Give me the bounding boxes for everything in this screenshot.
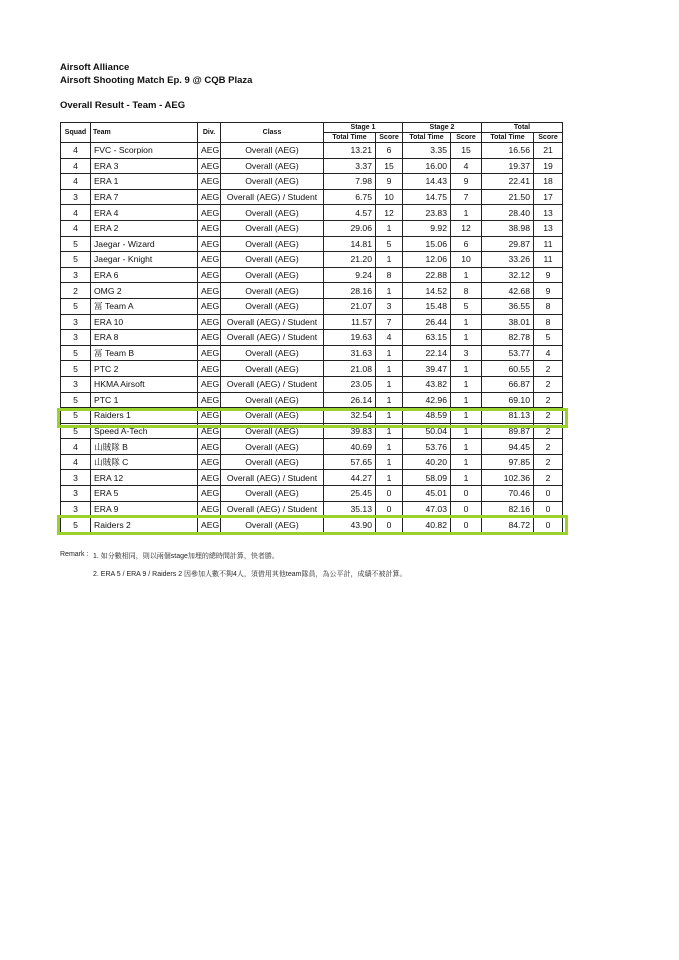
cell-s1-score: 12 [376,205,403,221]
cell-class: Overall (AEG) [221,220,324,236]
col-team: Team [91,123,198,143]
cell-class: Overall (AEG) [221,454,324,470]
cell-total-score: 5 [534,330,563,346]
cell-total-time: 66.87 [482,376,534,392]
cell-team: 冨 Team A [91,298,198,314]
cell-s2-score: 1 [451,408,482,424]
cell-total-score: 13 [534,205,563,221]
cell-s2-time: 22.88 [403,267,451,283]
cell-total-time: 28.40 [482,205,534,221]
cell-total-time: 69.10 [482,392,534,408]
cell-class: Overall (AEG) [221,361,324,377]
cell-total-time: 84.72 [482,517,534,533]
cell-total-time: 29.87 [482,236,534,252]
cell-s1-time: 14.81 [324,236,376,252]
cell-s1-time: 3.37 [324,158,376,174]
table-row [61,439,563,455]
cell-total-time: 97.85 [482,454,534,470]
cell-total-time: 38.01 [482,314,534,330]
cell-s1-time: 7.98 [324,174,376,190]
table-row [61,314,563,330]
table-row [61,376,563,392]
cell-s2-score: 3 [451,345,482,361]
cell-div: AEG [198,220,221,236]
cell-total-time: 60.55 [482,361,534,377]
cell-s1-score: 0 [376,517,403,533]
cell-s2-score: 0 [451,517,482,533]
table-row [61,205,563,221]
cell-total-score: 2 [534,423,563,439]
col-div: Div. [198,123,221,143]
cell-s2-time: 16.00 [403,158,451,174]
section-title: Overall Result - Team - AEG [60,100,186,111]
cell-total-score: 11 [534,236,563,252]
cell-div: AEG [198,143,221,159]
cell-s1-score: 4 [376,330,403,346]
results-table [60,122,563,533]
cell-total-score: 4 [534,345,563,361]
cell-squad: 3 [61,330,91,346]
cell-s1-time: 32.54 [324,408,376,424]
cell-total-time: 82.16 [482,501,534,517]
cell-s1-time: 4.57 [324,205,376,221]
cell-s2-score: 6 [451,236,482,252]
cell-div: AEG [198,267,221,283]
cell-s1-time: 39.83 [324,423,376,439]
cell-div: AEG [198,423,221,439]
cell-class: Overall (AEG) [221,517,324,533]
cell-s2-score: 1 [451,361,482,377]
cell-squad: 3 [61,470,91,486]
cell-class: Overall (AEG) [221,174,324,190]
cell-squad: 3 [61,501,91,517]
cell-team: ERA 5 [91,486,198,502]
cell-squad: 5 [61,408,91,424]
cell-div: AEG [198,314,221,330]
table-row [61,267,563,283]
cell-team: 山賊隊 B [91,439,198,455]
cell-class: Overall (AEG) / Student [221,314,324,330]
table-row [61,252,563,268]
cell-s2-score: 1 [451,423,482,439]
cell-s2-score: 0 [451,501,482,517]
col-s2-time: Total Time [403,133,451,143]
cell-class: Overall (AEG) / Student [221,470,324,486]
cell-s2-time: 22.14 [403,345,451,361]
cell-team: Jaegar - Wizard [91,236,198,252]
table-row [61,470,563,486]
cell-s2-score: 8 [451,283,482,299]
cell-s1-score: 1 [376,283,403,299]
cell-s1-score: 1 [376,454,403,470]
cell-squad: 3 [61,376,91,392]
col-total: Total [482,123,563,133]
cell-s1-time: 40.69 [324,439,376,455]
cell-s2-time: 58.09 [403,470,451,486]
table-row [61,174,563,190]
cell-squad: 4 [61,205,91,221]
cell-s1-score: 1 [376,392,403,408]
cell-s1-score: 1 [376,376,403,392]
cell-squad: 5 [61,361,91,377]
cell-s1-score: 7 [376,314,403,330]
cell-s1-time: 43.90 [324,517,376,533]
cell-div: AEG [198,517,221,533]
cell-class: Overall (AEG) / Student [221,501,324,517]
cell-total-score: 2 [534,392,563,408]
table-row [61,408,563,424]
cell-total-time: 32.12 [482,267,534,283]
cell-div: AEG [198,408,221,424]
cell-squad: 3 [61,189,91,205]
cell-class: Overall (AEG) [221,392,324,408]
cell-total-score: 11 [534,252,563,268]
cell-div: AEG [198,205,221,221]
cell-total-time: 36.55 [482,298,534,314]
cell-s1-score: 0 [376,501,403,517]
cell-squad: 3 [61,267,91,283]
table-row [61,189,563,205]
cell-class: Overall (AEG) [221,205,324,221]
cell-s2-time: 40.82 [403,517,451,533]
cell-s2-score: 15 [451,143,482,159]
cell-total-score: 18 [534,174,563,190]
cell-total-score: 17 [534,189,563,205]
cell-div: AEG [198,158,221,174]
cell-s1-time: 25.45 [324,486,376,502]
cell-s2-time: 26.44 [403,314,451,330]
cell-total-time: 33.26 [482,252,534,268]
col-squad: Squad [61,123,91,143]
cell-total-time: 70.46 [482,486,534,502]
cell-div: AEG [198,345,221,361]
table-row [61,143,563,159]
table-row [61,501,563,517]
col-class: Class [221,123,324,143]
cell-s2-score: 1 [451,330,482,346]
cell-s1-score: 1 [376,361,403,377]
cell-s2-score: 1 [451,454,482,470]
cell-s1-score: 8 [376,267,403,283]
col-s2-score: Score [451,133,482,143]
cell-team: ERA 9 [91,501,198,517]
cell-squad: 4 [61,174,91,190]
cell-class: Overall (AEG) [221,143,324,159]
cell-s1-time: 11.57 [324,314,376,330]
cell-total-score: 21 [534,143,563,159]
table-row [61,392,563,408]
cell-total-time: 38.98 [482,220,534,236]
cell-s2-time: 47.03 [403,501,451,517]
cell-div: AEG [198,283,221,299]
cell-total-score: 2 [534,470,563,486]
org-name: Airsoft Alliance [60,62,130,73]
cell-total-score: 8 [534,314,563,330]
cell-total-time: 42.68 [482,283,534,299]
cell-s1-time: 29.06 [324,220,376,236]
cell-s1-time: 31.63 [324,345,376,361]
table-row [61,330,563,346]
cell-team: ERA 2 [91,220,198,236]
cell-s1-score: 0 [376,486,403,502]
cell-s2-time: 3.35 [403,143,451,159]
table-row [61,220,563,236]
cell-total-score: 0 [534,486,563,502]
cell-s2-time: 15.48 [403,298,451,314]
cell-s1-time: 6.75 [324,189,376,205]
cell-squad: 4 [61,158,91,174]
cell-s1-score: 9 [376,174,403,190]
cell-s2-time: 50.04 [403,423,451,439]
remark-line-1: 1. 如分數相同，則以兩個stage加埋的總時間計算，快者勝。 [93,553,279,560]
cell-team: HKMA Airsoft [91,376,198,392]
cell-s1-time: 57.65 [324,454,376,470]
table-row [61,345,563,361]
cell-total-score: 0 [534,501,563,517]
cell-team: ERA 4 [91,205,198,221]
cell-div: AEG [198,298,221,314]
cell-team: 冨 Team B [91,345,198,361]
cell-div: AEG [198,174,221,190]
cell-total-score: 0 [534,517,563,533]
cell-s2-time: 43.82 [403,376,451,392]
cell-div: AEG [198,392,221,408]
cell-team: Raiders 1 [91,408,198,424]
cell-s2-time: 45.01 [403,486,451,502]
cell-total-score: 13 [534,220,563,236]
cell-s1-time: 44.27 [324,470,376,486]
cell-s2-time: 14.43 [403,174,451,190]
cell-s2-score: 1 [451,376,482,392]
cell-div: AEG [198,470,221,486]
cell-s2-score: 1 [451,205,482,221]
cell-squad: 3 [61,486,91,502]
cell-total-score: 19 [534,158,563,174]
table-row [61,423,563,439]
cell-s1-time: 19.63 [324,330,376,346]
cell-s1-time: 21.08 [324,361,376,377]
cell-s1-score: 1 [376,345,403,361]
table-row [61,298,563,314]
cell-total-score: 9 [534,267,563,283]
cell-s2-score: 4 [451,158,482,174]
cell-s2-score: 1 [451,470,482,486]
cell-class: Overall (AEG) / Student [221,330,324,346]
cell-s1-score: 15 [376,158,403,174]
cell-team: PTC 2 [91,361,198,377]
cell-div: AEG [198,252,221,268]
cell-team: Speed A-Tech [91,423,198,439]
cell-class: Overall (AEG) [221,345,324,361]
cell-s1-score: 1 [376,423,403,439]
cell-s1-time: 13.21 [324,143,376,159]
cell-s2-time: 63.15 [403,330,451,346]
cell-s2-time: 15.06 [403,236,451,252]
cell-team: Raiders 2 [91,517,198,533]
table-row [61,486,563,502]
cell-s1-time: 21.07 [324,298,376,314]
cell-s1-score: 5 [376,236,403,252]
cell-s1-time: 9.24 [324,267,376,283]
cell-team: ERA 12 [91,470,198,486]
remark-label: Remark : [60,551,89,558]
cell-squad: 5 [61,252,91,268]
cell-team: ERA 10 [91,314,198,330]
cell-div: AEG [198,454,221,470]
cell-s1-score: 3 [376,298,403,314]
cell-total-score: 2 [534,376,563,392]
cell-team: Jaegar - Knight [91,252,198,268]
cell-s1-time: 23.05 [324,376,376,392]
cell-s2-score: 1 [451,267,482,283]
cell-s2-time: 14.75 [403,189,451,205]
cell-s1-score: 10 [376,189,403,205]
cell-squad: 5 [61,298,91,314]
cell-team: ERA 1 [91,174,198,190]
cell-div: AEG [198,376,221,392]
cell-squad: 5 [61,517,91,533]
cell-s2-score: 12 [451,220,482,236]
cell-class: Overall (AEG) [221,252,324,268]
cell-div: AEG [198,236,221,252]
cell-s2-time: 23.83 [403,205,451,221]
table-row [61,517,563,533]
cell-team: ERA 7 [91,189,198,205]
table-row [61,158,563,174]
cell-squad: 4 [61,143,91,159]
cell-s2-score: 10 [451,252,482,268]
cell-total-time: 89.87 [482,423,534,439]
event-title: Airsoft Shooting Match Ep. 9 @ CQB Plaza [60,75,253,86]
cell-s2-time: 14.52 [403,283,451,299]
cell-total-score: 2 [534,439,563,455]
cell-squad: 5 [61,345,91,361]
cell-s2-time: 53.76 [403,439,451,455]
cell-class: Overall (AEG) [221,298,324,314]
col-s1-time: Total Time [324,133,376,143]
col-stage2: Stage 2 [403,123,482,133]
cell-s2-time: 40.20 [403,454,451,470]
table-row [61,454,563,470]
cell-squad: 4 [61,454,91,470]
cell-class: Overall (AEG) [221,423,324,439]
cell-squad: 5 [61,423,91,439]
cell-s2-time: 48.59 [403,408,451,424]
cell-s1-score: 1 [376,470,403,486]
table-row [61,236,563,252]
cell-s2-score: 5 [451,298,482,314]
cell-s2-score: 7 [451,189,482,205]
cell-team: OMG 2 [91,283,198,299]
cell-class: Overall (AEG) [221,267,324,283]
cell-team: ERA 8 [91,330,198,346]
cell-s2-time: 12.06 [403,252,451,268]
cell-total-time: 19.37 [482,158,534,174]
cell-team: 山賊隊 C [91,454,198,470]
cell-total-time: 81.13 [482,408,534,424]
cell-div: AEG [198,361,221,377]
cell-team: PTC 1 [91,392,198,408]
cell-class: Overall (AEG) [221,236,324,252]
cell-div: AEG [198,189,221,205]
cell-class: Overall (AEG) [221,408,324,424]
table-row [61,361,563,377]
cell-squad: 2 [61,283,91,299]
cell-team: ERA 6 [91,267,198,283]
cell-total-score: 2 [534,408,563,424]
cell-team: ERA 3 [91,158,198,174]
cell-total-score: 9 [534,283,563,299]
cell-s2-time: 39.47 [403,361,451,377]
cell-total-time: 53.77 [482,345,534,361]
cell-class: Overall (AEG) [221,486,324,502]
col-total-score: Score [534,133,563,143]
cell-s1-time: 26.14 [324,392,376,408]
cell-s1-score: 1 [376,439,403,455]
cell-squad: 3 [61,314,91,330]
cell-s1-time: 21.20 [324,252,376,268]
cell-total-time: 82.78 [482,330,534,346]
cell-squad: 4 [61,220,91,236]
cell-s2-score: 1 [451,314,482,330]
cell-div: AEG [198,501,221,517]
cell-total-score: 2 [534,454,563,470]
cell-class: Overall (AEG) [221,283,324,299]
cell-s2-score: 9 [451,174,482,190]
cell-total-score: 2 [534,361,563,377]
cell-div: AEG [198,439,221,455]
cell-s1-time: 35.13 [324,501,376,517]
cell-total-time: 102.36 [482,470,534,486]
cell-s2-score: 1 [451,392,482,408]
cell-total-time: 16.56 [482,143,534,159]
table-row [61,283,563,299]
cell-total-time: 22.41 [482,174,534,190]
cell-class: Overall (AEG) / Student [221,189,324,205]
cell-total-time: 94.45 [482,439,534,455]
cell-class: Overall (AEG) [221,158,324,174]
cell-div: AEG [198,330,221,346]
cell-squad: 4 [61,439,91,455]
col-total-time: Total Time [482,133,534,143]
cell-s2-time: 42.96 [403,392,451,408]
cell-s1-time: 28.16 [324,283,376,299]
remark-line-2: 2. ERA 5 / ERA 9 / Raiders 2 因參加人數不夠4人，須借用其他team隊員，為公平計，成績不被計算。 [93,571,407,578]
cell-squad: 5 [61,236,91,252]
cell-squad: 5 [61,392,91,408]
cell-s1-score: 1 [376,252,403,268]
cell-class: Overall (AEG) [221,439,324,455]
cell-div: AEG [198,486,221,502]
cell-team: FVC - Scorpion [91,143,198,159]
cell-s1-score: 6 [376,143,403,159]
col-s1-score: Score [376,133,403,143]
cell-total-score: 8 [534,298,563,314]
cell-total-time: 21.50 [482,189,534,205]
cell-s1-score: 1 [376,220,403,236]
cell-s2-score: 0 [451,486,482,502]
cell-s2-score: 1 [451,439,482,455]
cell-s2-time: 9.92 [403,220,451,236]
col-stage1: Stage 1 [324,123,403,133]
cell-s1-score: 1 [376,408,403,424]
cell-class: Overall (AEG) / Student [221,376,324,392]
